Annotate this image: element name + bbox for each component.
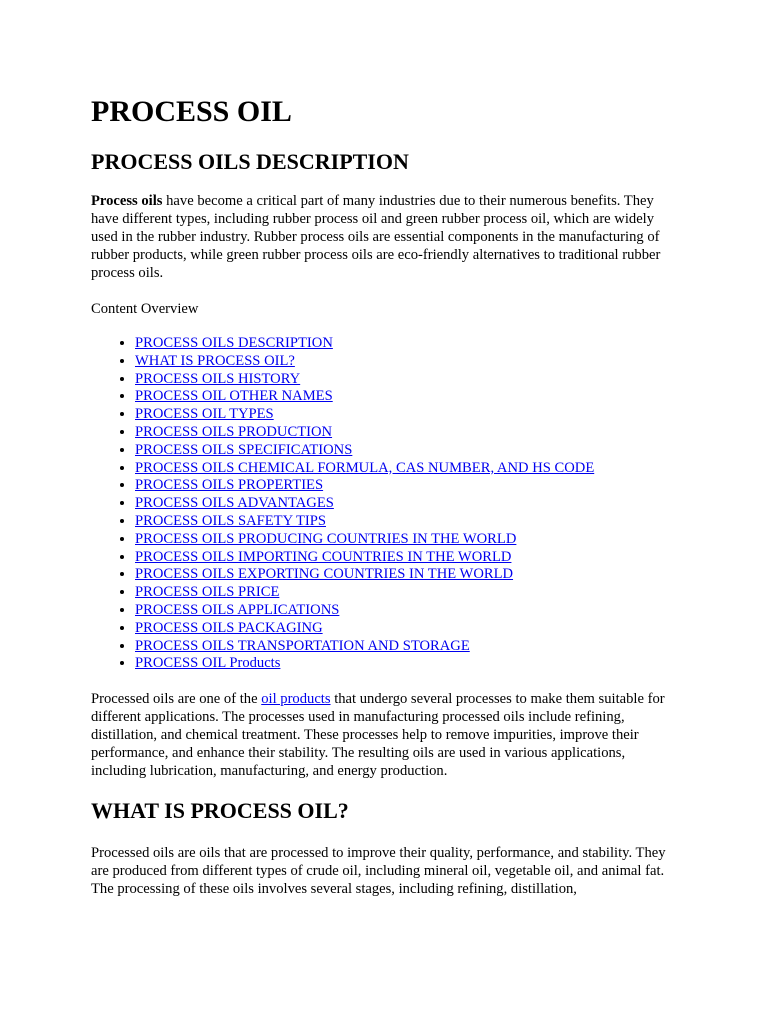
- content-overview-list: [91, 335, 681, 673]
- list-item: [135, 424, 681, 442]
- toc-link-products[interactable]: PROCESS OIL Products: [135, 655, 281, 672]
- toc-link-types[interactable]: PROCESS OIL TYPES: [135, 406, 274, 423]
- list-item: [135, 335, 681, 353]
- list-item: [135, 602, 681, 620]
- intro-paragraph: [91, 192, 681, 282]
- toc-link-specifications[interactable]: PROCESS OILS SPECIFICATIONS: [135, 441, 353, 458]
- what-is-heading: WHAT IS PROCESS OIL?: [91, 798, 349, 824]
- list-item: [135, 513, 681, 531]
- list-item: [135, 566, 681, 584]
- list-item: [135, 371, 681, 389]
- toc-link-description[interactable]: PROCESS OILS DESCRIPTION: [135, 335, 333, 351]
- toc-link-production[interactable]: PROCESS OILS PRODUCTION: [135, 423, 333, 440]
- list-item: [135, 442, 681, 460]
- toc-link-other-names[interactable]: PROCESS OIL OTHER NAMES: [135, 388, 333, 405]
- toc-link-what-is[interactable]: WHAT IS PROCESS OIL?: [135, 352, 295, 369]
- intro-text: have become a critical part of many industries due to their numerous benefits. They have different types, including rubber process oil and green rubber process oil, which are widely used in the rubber industry. Rubber process oils are essential components in the manufacturing of rubber products, while green rubber process oils are eco-friendly alternatives to traditional rubber process oils.: [91, 193, 661, 281]
- list-item: [135, 388, 681, 406]
- toc-link-advantages[interactable]: PROCESS OILS ADVANTAGES: [135, 495, 334, 512]
- toc-link-packaging[interactable]: PROCESS OILS PACKAGING: [135, 619, 323, 636]
- oil-products-link[interactable]: oil products: [261, 691, 331, 708]
- processed-oils-paragraph: [91, 690, 681, 780]
- content-overview-label: Content Overview: [91, 301, 199, 317]
- list-item: [135, 406, 681, 424]
- list-item: [135, 549, 681, 567]
- toc-link-safety-tips[interactable]: PROCESS OILS SAFETY TIPS: [135, 512, 326, 529]
- document-page: [91, 92, 681, 898]
- list-item: [135, 495, 681, 513]
- list-item: [135, 638, 681, 656]
- list-item: [135, 477, 681, 495]
- toc-link-exporting-countries[interactable]: PROCESS OILS EXPORTING COUNTRIES IN THE WORLD: [135, 566, 514, 583]
- page-title: PROCESS OIL: [91, 95, 292, 128]
- list-item: [135, 655, 681, 673]
- list-item: [135, 584, 681, 602]
- description-heading: PROCESS OILS DESCRIPTION: [91, 149, 409, 174]
- toc-link-properties[interactable]: PROCESS OILS PROPERTIES: [135, 477, 324, 494]
- list-item: [135, 353, 681, 371]
- toc-link-chemical-formula[interactable]: PROCESS OILS CHEMICAL FORMULA, CAS NUMBER, AND HS CODE: [135, 459, 595, 476]
- list-item: [135, 460, 681, 478]
- processed-text-after: that undergo several processes to make them suitable for different applications. The processes used in manufacturing processed oils include refining, distillation, and chemical treatment. These processes help to remove impurities, improve their performance, and enhance their stability. The resulting oils are used in various applications, including lubrication, manufacturing, and energy production.: [91, 691, 665, 780]
- list-item: [135, 620, 681, 638]
- toc-link-importing-countries[interactable]: PROCESS OILS IMPORTING COUNTRIES IN THE WORLD: [135, 548, 512, 565]
- intro-bold-term: Process oils: [91, 193, 163, 209]
- toc-link-transportation[interactable]: PROCESS OILS TRANSPORTATION AND STORAGE: [135, 637, 470, 654]
- toc-link-history[interactable]: PROCESS OILS HISTORY: [135, 370, 301, 387]
- what-is-paragraph: Processed oils are oils that are processed to improve their quality, performance, and stability. They are produced from different types of crude oil, including mineral oil, vegetable oil, and animal fat. The processing of these oils involves several stages, including refining, distillation,: [91, 845, 666, 898]
- list-item: [135, 531, 681, 549]
- toc-link-price[interactable]: PROCESS OILS PRICE: [135, 584, 280, 601]
- toc-link-applications[interactable]: PROCESS OILS APPLICATIONS: [135, 601, 340, 618]
- toc-link-producing-countries[interactable]: PROCESS OILS PRODUCING COUNTRIES IN THE WORLD: [135, 530, 517, 547]
- processed-text-before: Processed oils are one of the: [91, 691, 262, 708]
